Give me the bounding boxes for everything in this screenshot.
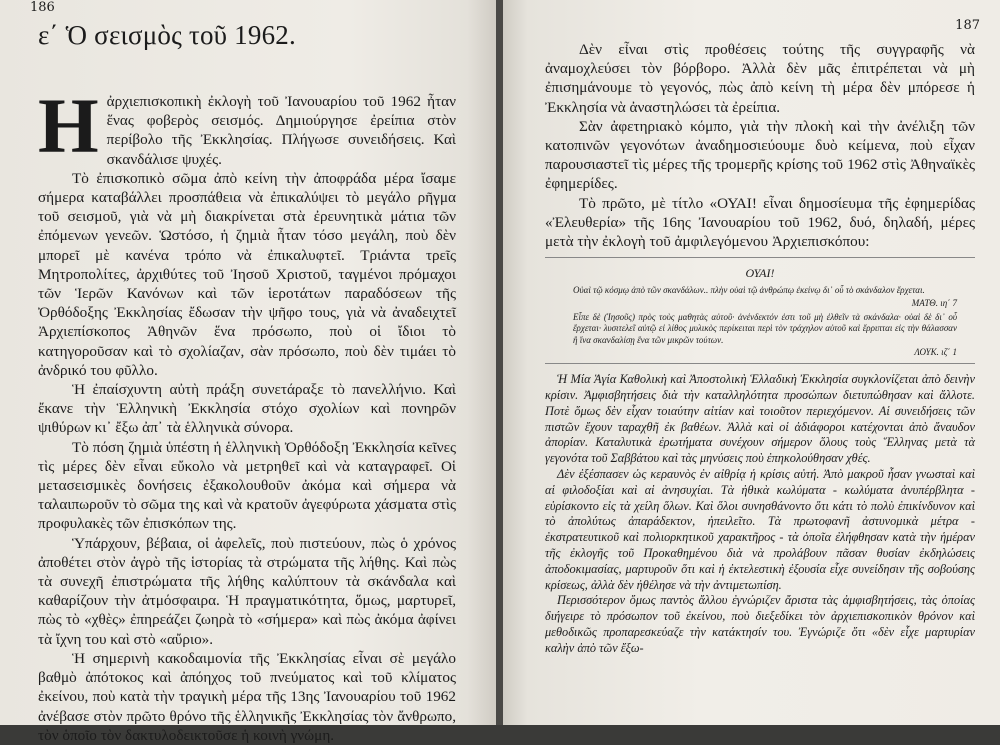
paragraph: Δὲν εἶναι στὶς προθέσεις τούτης τῆς συγγραφῆς νὰ ἀναμοχλεύσει τὸν βόρβορο. Ἀλλὰ δὲν μᾶς ἐπιτρέπεται νὰ μὴ ἐπισημάνουμε τὸ γεγονός, πὼς ἀπὸ κείνη τὴ μέρα δὲν μπόρεσε ἡ Ἐκκλησία νὰ ἀναστηλώσει τὰ ἐρείπια. (545, 41, 975, 116)
page-number: 187 (955, 18, 980, 33)
paragraph: Σὰν ἀφετηριακὸ κόμπο, γιὰ τὴν πλοκὴ καὶ τὴν ἀνέλιξη τῶν κατοπινῶν γεγονότων ἀναδημοσιεύουμε δυὸ κείμενα, ποὺ εἶχαν παρουσιαστεῖ τὶς μέρες τῆς τρομερῆς κρίσης τοῦ 1962 στὶς Ἀθηναϊκὲς ἐφημερίδες. (545, 117, 975, 193)
paragraph: Τὸ πρῶτο, μὲ τίτλο «ΟΥΑΙ! εἶναι δημοσίευμα τῆς ἐφημερίδας «Ἐλευθερία» τῆς 16ης Ἰανουαρίου τοῦ 1962, δυό, δηλαδή, μέρες μετὰ τὴν ἐκλογὴ τοῦ ἀμφιλεγόμενου Ἀρχιεπισκόπου: (545, 194, 975, 251)
quote-citation: ΛΟΥΚ. ιζ΄ 1 (914, 347, 957, 358)
scripture-quote (545, 285, 975, 357)
quote-text: Εἶπε δὲ (Ἰησοῦς) πρὸς τοὺς μαθητὰς αὐτοῦ· ἀνένδεκτόν ἐστι τοῦ μὴ ἐλθεῖν τὰ σκάνδαλα· οὐαὶ δὲ δι᾿ οὗ ἔρχεται· λυσιτελεῖ αὐτῷ εἰ λίθος μυλικὸς περίκειται περὶ τὸν τράχηλον αὐτοῦ καὶ ἔρριπται εἰς τὴν θάλασσαν ἢ ἵνα σκανδαλίσῃ ἕνα τῶν μικρῶν τούτων. (573, 311, 957, 345)
quote-text: Οὐαὶ τῷ κόσμῳ ἀπὸ τῶν σκανδάλων.. πλὴν οὐαὶ τῷ ἀνθρώπῳ ἐκείνῳ δι᾿ οὗ τὸ σκάνδαλον ἔρχεται. (573, 285, 925, 296)
paragraph-text: ἀρχιεπισκοπικὴ ἐκλογὴ τοῦ Ἰανουαρίου τοῦ 1962 ἦταν ἕνας φοβερὸς σεισμός. Δημιούργησε ἐρείπια στὸν περίβολο τῆς Ἐκκλησίας. Πλήγωσε συνειδήσεις. Καὶ σκανδάλισε ψυχές. (106, 93, 456, 168)
right-body-text (545, 40, 975, 657)
paragraph: Ἡ σημερινὴ κακοδαιμονία τῆς Ἐκκλησίας εἶναι σὲ μεγάλο βαθμὸ ἀπότοκος καὶ ἀπόηχος τοῦ πνεύματος καὶ τοῦ κλίματος ἐκείνου, ποὺ κατὰ τὴν τραγικὴ μέρα τῆς 13ης Ἰανουαρίου τοῦ 1962 ἀνέβασε στὸν πρῶτο θρόνο τῆς ἑλληνικῆς Ἐκκλησίας τὸν ἄνθρωπο, τὸν ὁποῖο τὸν δακτυλοδεικτοῦσε ἡ κοινὴ γνώμη. (38, 649, 456, 744)
right-page (503, 0, 1000, 725)
section-divider (545, 257, 975, 258)
drop-cap: Η (38, 82, 99, 169)
quoted-article-title: ΟΥΑΙ! (745, 266, 775, 281)
paragraph: Ὑπάρχουν, βέβαια, οἱ ἀφελεῖς, ποὺ πιστεύουν, πὼς ὁ χρόνος ἀποθέτει στὸν ἀγρὸ τῆς ἱστορίας τὰ στρώματα τῆς λήθης. Καὶ πὼς τὰ συνεχῆ ἐπιστρώματα τῆς λήθης καλύπτουν τὰ σκάνδαλα καὶ καθαρίζουν τὴν ἀτμόσφαιρα. Ἡ πραγματικότητα, ὅμως, μαρτυρεῖ, πὼς τὸ «χθὲς» ἐπηρεάζει ζωηρὰ τὸ «σήμερα» καὶ πὼς ἀκόμα ἀφίνει τὰ ἴχνη του καὶ στὸ «αὔριο». (38, 534, 456, 648)
chapter-title: ε΄ Ὁ σεισμὸς τοῦ 1962. (38, 20, 296, 50)
page-number: 186 (30, 0, 55, 15)
paragraph: Τὸ πόση ζημιὰ ὑπέστη ἡ ἑλληνικὴ Ὀρθόδοξη Ἐκκλησία κεῖνες τὶς μέρες δὲν εἶναι εὔκολο νὰ μετρηθεῖ καὶ νὰ καταγραφεῖ. Οἱ μετασεισμικὲς δονήσεις ἐξακολουθοῦν ἀκόμα καὶ σήμερα νὰ ταλαιπωροῦν τὸ σῶμα της καὶ νὰ κρατοῦν ἀγεφύρωτα χάσματα στὶς προφυλακὲς τῶν ἐπισκόπων της. (38, 438, 456, 533)
article-paragraph: Περισσότερον ὅμως παντὸς ἄλλου ἐγνώριζεν ἄριστα τὰς ἀμφισβητήσεις, τὰς ὁποίας διήγειρε τὸ πρόσωπον τοῦ ἐκείνου, ποὺ διεξεδίκει τὸν ἀρχιεπισκοπικὸν θρόνον καὶ μεθοδικῶς προπαρεσκεύαζε τὴν κατάκτησίν του. Ἐγνώριζε ὅτι «δὲν εἶχε μαρτυρίαν καλὴν ἀπὸ τῶν ἔξω- (545, 593, 975, 655)
quote-citation: ΜΑΤΘ. ιη΄ 7 (911, 297, 957, 308)
paragraph: Ἡ ἐπαίσχυντη αὐτὴ πράξη συνετάραξε τὸ πανελλήνιο. Καὶ ἔκανε τὴν Ἑλληνικὴ Ἐκκλησία στόχο σχολίων καὶ πονηρῶν ψιθύρων κι᾿ ἔξω ἀπ᾿ τὰ ἑλληνικὰ σύνορα. (38, 381, 456, 437)
left-page (0, 0, 497, 744)
section-divider (545, 363, 975, 364)
left-body-text (38, 82, 456, 745)
paragraph: Τὸ ἐπισκοπικὸ σῶμα ἀπὸ κείνη τὴν ἀποφράδα μέρα ἴσαμε σήμερα καταβάλλει προσπάθεια νὰ ἐπικαλύψει τὸ μεγάλο ρῆγμα τοῦ σεισμοῦ, γιὰ νὰ μὴ διακρίνεται στὰ ἐρευνητικὰ μάτια τῶν ἐπόμενων γενεῶν. Ὡστόσο, ἡ ζημιὰ ἦταν τόσο μεγάλη, ποὺ δὲν μπορεῖ μὲ κανένα τρόπο νὰ ἐπικαλυφτεῖ. Τριάντα τρεῖς Μητροπολίτες, ἀρχιθύτες τοῦ Ἰησοῦ Χριστοῦ, ταγμένοι πρόμαχοι τῶν Ἱερῶν Κανόνων καὶ τῶν ἱεροτάτων παραδόσεων τῆς Ὀρθόδοξης Ἐκκλησίας ἔδωσαν τὴν ψῆφο τους, γιὰ νὰ ἀναδειχτεῖ Ἀρχιεπίσκοπος Ἀθηνῶν ἕνα πρόσωπο, ποὺ οἱ ἴδιοι τὸ κατηγοροῦσαν καὶ τὸ σχολίαζαν, σὰν πρόσωπο, ποὺ δὲν τιμάει τὸ ἀνδρικό του φῦλλο. (38, 169, 456, 379)
article-paragraph: Ἡ Μία Ἁγία Καθολικὴ καὶ Ἀποστολικὴ Ἑλλαδικὴ Ἐκκλησία συγκλονίζεται ἀπὸ δεινὴν κρίσιν. Ἀμφισβητήσεις διὰ τὴν καταλληλότητα προσώπων διετυπώθησαν καὶ ἄλλοτε. Ποτὲ ὅμως δὲν εἶχαν τοιαύτην αἰτίαν καὶ τοιοῦτον περιεχόμενον. Αἱ συνειδήσεις τῶν πιστῶν ἔχουν ταραχθῆ ἐκ βαθέων. Ἀλλὰ καὶ οἱ ἀδιάφοροι κατέχονται ἀπὸ ἄναυδον ἀπορίαν. Καταλυτικὰ ἐρωτήματα συνέχουν σήμερον ὅλους τοὺς Ἕλληνας μετὰ τὰ γεγονότα τοῦ Σαββάτου καὶ τὰς μηνύσεις ποὺ ἐπηκολούθησαν χθές. (545, 372, 975, 466)
paragraph (38, 82, 456, 169)
article-paragraph: Δὲν ἐξέσπασεν ὡς κεραυνὸς ἐν αἰθρίᾳ ἡ κρίσις αὐτή. Ἀπὸ μακροῦ ἦσαν γνωσταὶ καὶ αἱ φιλοδοξίαι καὶ αἱ ἀνησυχίαι. Τὰ ἠθικὰ κωλύματα - κωλύματα ἀνυπέρβλητα - εὑρίσκοντο εἰς τὰ χείλη ὅλων. Καὶ ὅλοι συνησθάνοντο ὅτι κάτι τὸ πολὺ ἐπικίνδυνον καὶ τὸ ἀπολύτως ἀπαράδεκτον, ἠπειλεῖτο. Τὰ πρωτοφανῆ ἀστυνομικὰ μέτρα - ἐκστρατευτικοῦ καὶ πολιορκητικοῦ χαρακτῆρος - τὰ ὁποῖα ἐλήφθησαν κατὰ τὴν ἡμέραν τῆς ἐκλογῆς τοῦ Προκαθημένου διὰ νὰ προλάβουν πᾶσαν θυσίαν ἐκδηλώσεις ἀποδοκιμασίας, μαρτυροῦν ὅτι καὶ ἡ ἐκτελεστικὴ ἐξουσία εἶχε συνείδησιν τῆς σοβούσης κρίσεως, ἀλλὰ δὲν ἠθέλησε νὰ τὴν ἀντιμετωπίση. (545, 467, 975, 592)
